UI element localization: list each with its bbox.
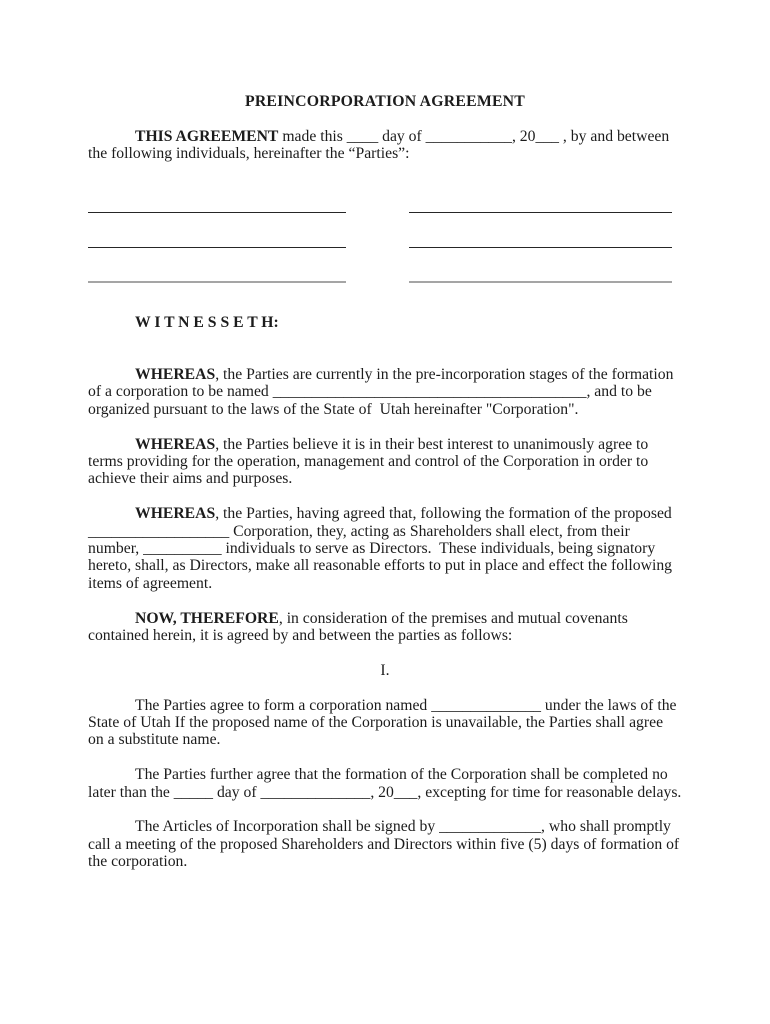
paragraph-whereas-3 [88,505,682,592]
intro-bold-lead: THIS AGREEMENT [135,127,279,145]
witnesseth-heading: W I T N E S S E T H: [135,313,279,331]
signature-line [409,248,672,283]
paragraph-intro [88,128,682,163]
signature-line [88,248,346,283]
whereas-1-bold-lead: WHEREAS [135,366,216,384]
document-title: PREINCORPORATION AGREEMENT [244,93,526,110]
signature-line [409,213,672,248]
paragraph-now-therefore [88,610,682,645]
paragraph-section-1-p2 [88,766,682,801]
whereas-2-text: , the Parties believe it is in their best interest to unanimously agree to terms providing for the operation, management and control of the Corporation in order to achieve their aims and purposes. [88,435,653,488]
paragraph-section-1-p3 [88,818,682,870]
signature-line [88,178,346,213]
intro-text: made this ____ day of ___________, 20___ , by and between the following individuals, hereinafter the “Parties”: [88,127,674,163]
signature-row-3 [88,248,672,283]
paragraph-section-1-p1 [88,697,682,749]
section-1-heading: I. [380,661,390,679]
section-1-p2-text: The Parties further agree that the formation of the Corporation shall be completed no later than the _____ day of ______________, 20___, excepting for time for reasonable delays. [88,766,682,801]
section-1-p3-text: The Articles of Incorporation shall be signed by _____________, who shall promptly call a meeting of the proposed Shareholders and Directors within five (5) days of formation of the corporation. [88,818,684,871]
document-content [88,0,682,871]
signature-lines-block [88,178,672,283]
now-therefore-text: , in consideration of the premises and mutual covenants contained herein, it is agreed by and between the parties as follows: [88,609,632,645]
paragraph-whereas-1 [88,366,682,418]
now-therefore-bold-lead: NOW, THEREFORE [135,609,279,627]
paragraph-whereas-2 [88,436,682,488]
signature-row-1 [88,178,672,213]
whereas-2-bold-lead: WHEREAS [135,435,216,453]
whereas-1-text: , the Parties are currently in the pre-incorporation stages of the formation of a corporation to be named ________________________________________, and to be organized pursuant to the laws of the State of Utah hereinafter "Corporation". [88,366,678,418]
section-1-p1-text: The Parties agree to form a corporation named ______________ under the laws of the State of Utah If the proposed name of the Corporation is unavailable, the Parties shall agree on a substitute name. [88,696,681,749]
signature-line [88,213,346,248]
whereas-3-text: , the Parties, having agreed that, following the formation of the proposed __________________ Corporation, they, acting as Shareholders shall elect, from their number, __________ individuals to serve as Directors. These individuals, being signatory hereto, shall, as Directors, make all reasonable efforts to put in place and effect the following items of agreement. [88,505,676,592]
signature-line [409,178,672,213]
signature-row-2 [88,213,672,248]
whereas-3-bold-lead: WHEREAS [135,505,216,523]
